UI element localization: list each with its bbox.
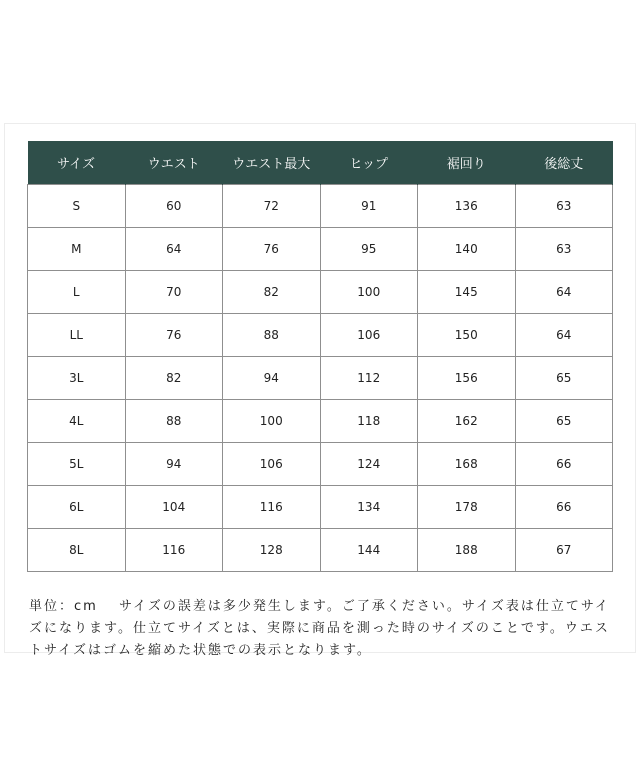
table-cell: 63 [515,228,613,271]
table-cell: 128 [223,529,321,572]
table-cell: 82 [223,271,321,314]
table-row [28,185,613,228]
table-cell: 66 [515,443,613,486]
table-cell: 60 [125,185,223,228]
table-row [28,228,613,271]
table-cell: 106 [223,443,321,486]
table-cell: 178 [418,486,516,529]
table-cell: LL [28,314,126,357]
table-cell: 104 [125,486,223,529]
table-cell: 72 [223,185,321,228]
table-cell: 64 [515,314,613,357]
table-row [28,357,613,400]
table-row [28,314,613,357]
table-cell: 64 [515,271,613,314]
table-cell: 65 [515,400,613,443]
table-cell: 140 [418,228,516,271]
table-cell: 94 [223,357,321,400]
size-chart-header-row [28,141,613,185]
table-cell: 156 [418,357,516,400]
table-cell: 91 [320,185,418,228]
table-cell: 134 [320,486,418,529]
size-note-text: 単位：cm サイズの誤差は多少発生します。ご了承ください。サイズ表は仕立てサイズになります。仕立てサイズとは、実際に商品を測った時のサイズのことです。ウエストサイズはゴムを縮めた状態での表示となります。 [29,599,610,658]
table-cell: 4L [28,400,126,443]
table-row [28,486,613,529]
header-back-length: 後総丈 [515,141,613,185]
table-cell: 67 [515,529,613,572]
header-hip: ヒップ [320,141,418,185]
table-cell: 64 [125,228,223,271]
table-row [28,271,613,314]
table-cell: 70 [125,271,223,314]
table-cell: 95 [320,228,418,271]
table-cell: 66 [515,486,613,529]
header-size: サイズ [28,141,126,185]
table-row [28,443,613,486]
table-cell: 124 [320,443,418,486]
table-cell: 5L [28,443,126,486]
table-cell: 168 [418,443,516,486]
table-cell: 88 [223,314,321,357]
table-cell: 145 [418,271,516,314]
table-cell: 118 [320,400,418,443]
table-cell: 3L [28,357,126,400]
table-cell: 6L [28,486,126,529]
table-cell: 150 [418,314,516,357]
table-cell: 136 [418,185,516,228]
table-cell: 162 [418,400,516,443]
table-cell: 8L [28,529,126,572]
table-cell: 116 [125,529,223,572]
header-hem: 裾回り [418,141,516,185]
table-row [28,400,613,443]
table-cell: 144 [320,529,418,572]
table-cell: 76 [125,314,223,357]
table-cell: 116 [223,486,321,529]
table-cell: 76 [223,228,321,271]
table-cell: 100 [223,400,321,443]
table-cell: 65 [515,357,613,400]
table-cell: 100 [320,271,418,314]
table-cell: M [28,228,126,271]
table-cell: 112 [320,357,418,400]
table-cell: 188 [418,529,516,572]
table-cell: L [28,271,126,314]
table-cell: S [28,185,126,228]
header-waist: ウエスト [125,141,223,185]
table-cell: 94 [125,443,223,486]
table-cell: 63 [515,185,613,228]
table-cell: 88 [125,400,223,443]
table-row [28,529,613,572]
header-waist-max: ウエスト最大 [223,141,321,185]
table-cell: 106 [320,314,418,357]
size-chart-table [27,141,613,572]
table-cell: 82 [125,357,223,400]
